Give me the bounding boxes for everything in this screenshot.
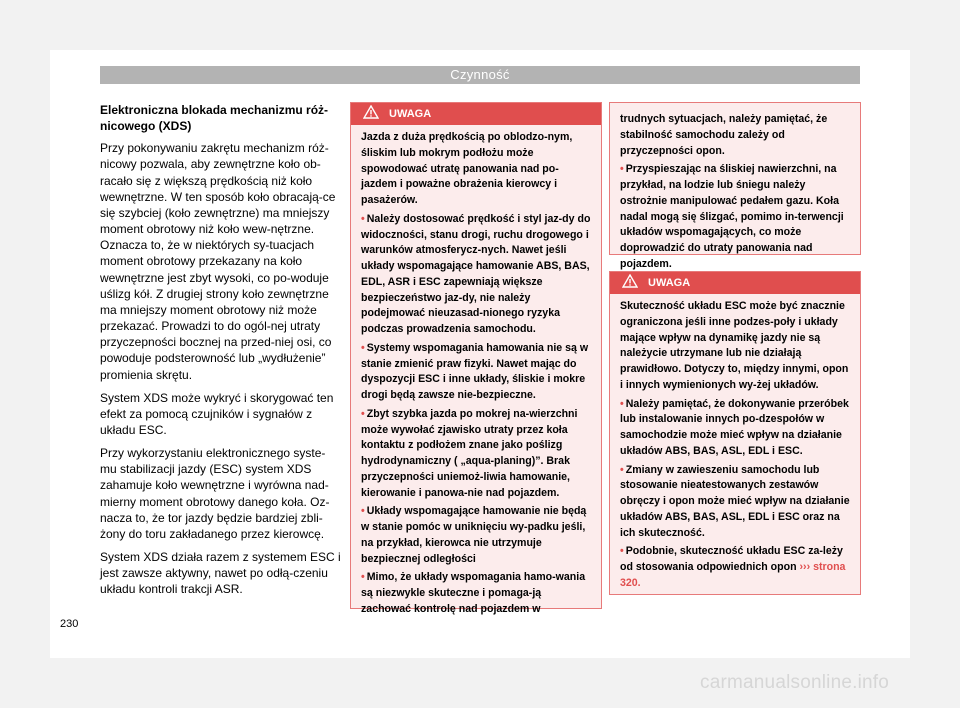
warning-caption-text: UWAGA bbox=[648, 277, 691, 289]
warning-box bbox=[609, 271, 861, 595]
warning-triangle-icon bbox=[622, 272, 640, 294]
watermark: carmanualsonline.info bbox=[700, 672, 890, 693]
warning-bullet: • Zbyt szybka jazda po mokrej na-wierzchni może wywołać zjawisko utraty przez koła kontaktu z podłożem znane jako poślizg hydrodynamiczny ( „aqua-planing)”. Brak przyczepności uniemoż-liwia hamowanie, kierowanie i panowa-nie nad pojazdem. bbox=[361, 407, 578, 499]
page-number: 230 bbox=[60, 618, 79, 630]
warning-bullet: • Należy dostosować prędkość i styl jaz-dy do widoczności, stanu drogi, ruchu drogowego i warunków atmosferycz-nych. Nawet jeśli układy wspomagające hamowanie ABS, BAS, EDL, ASR i ESC zapewniają większe bezpieczeństwo jaz-dy, nie należy podejmować nieuzasad-nionego ryzyka podczas prowadzenia samochodu. bbox=[361, 212, 591, 335]
warning-bullet: • Systemy wspomagania hamowania nie są w stanie zmienić praw fizyki. Nawet mając do dyspozycji ESC i inne układy, śliskie i mokre drogi będą zawsze nie-bezpieczne. bbox=[361, 341, 589, 401]
warning-bullet: • Układy wspomagające hamowanie nie będą w stanie pomóc w uniknięciu wy-padku jeśli, na przykład, kierowca nie utrzymuje bezpiecznej odległości bbox=[361, 505, 587, 565]
paragraph: Przy wykorzystaniu elektronicznego syste-mu stabilizacji jazdy (ESC) system XDS zahamuje koło wewnętrzne i wyrówna nad-mierny moment obrotowy danego koła. Oz-nacza to, że tor jazdy będzie bardziej zbli-żony do toru zakładanego przez kierowcę. bbox=[100, 446, 330, 541]
paragraph: System XDS może wykryć i skorygować ten efekt za pomocą czujników i sygnałów z układu ESC. bbox=[100, 390, 334, 437]
bullet-icon: • bbox=[361, 407, 365, 420]
warning-caption bbox=[351, 103, 601, 125]
warning-text: Skuteczność układu ESC może być znacznie ograniczona jeśli inne podzes-poły i układy mające wpływ na dynamikę jazdy nie są należycie utrzymane lub nie działają prawidłowo. Dotyczy to, między innymi, opon i innych wymienionych wy-żej układów. bbox=[620, 300, 849, 391]
warning-box-continued bbox=[609, 102, 861, 270]
arrow-icon: ››› bbox=[799, 561, 811, 573]
paragraph: System XDS działa razem z systemem ESC i jest zawsze aktywny, nawet po odłą-czeniu układu kontroli trakcji ASR. bbox=[100, 550, 341, 597]
bullet-icon: • bbox=[361, 341, 365, 354]
left-column bbox=[100, 102, 342, 605]
warning-bullet: • Należy pamiętać, że dokonywanie przeróbek lub instalowanie innych po-dzespołów w samochodzie może mieć wpływ na działanie układów ABS, BAS, ASL, EDL i ESC. bbox=[620, 397, 849, 457]
bullet-icon: • bbox=[361, 505, 365, 518]
warning-bullet: • Zmiany w zawieszeniu samochodu lub stosowanie nieatestowanych zestawów obręczy i opon może mieć wpływ na działanie układów ABS, BAS, ASL, EDL i ESC oraz na ich skuteczność. bbox=[620, 463, 850, 539]
bullet-icon: • bbox=[620, 397, 624, 410]
bullet-icon: • bbox=[620, 163, 624, 176]
manual-page bbox=[50, 50, 910, 658]
warning-caption bbox=[610, 272, 860, 294]
bullet-icon: • bbox=[620, 545, 624, 558]
paragraph: Przy pokonywaniu zakrętu mechanizm róż-nicowy pozwala, aby zewnętrzne koło ob-racało się z większą prędkością niż koło wewnętrzne. W ten sposób koło obracają-ce się szybciej (koło zewnętrzne) ma mniejszy moment obrotowy niż koło wew-nętrzne. Oznacza to, że w niektórych sy-tuacjach moment obrotowy przekazany na koło wewnętrzne jest zbyt wysoki, co po-woduje uślizg kół. Z drugiej strony koło zewnętrzne ma mniejszy moment obrotowy niż może przekazać. Prowadzi to do ogól-nej utraty przyczepności bocznej na przed-niej osi, co powoduje podsterowność lub „wydłużenie” promienia skrętu. bbox=[100, 141, 336, 382]
bullet-icon: • bbox=[361, 212, 365, 225]
warning-bullet: • Mimo, że układy wspomagania hamo-wania są niezwykle skuteczne i pomaga-ją zachować kontrolę nad pojazdem w bbox=[361, 571, 586, 615]
warning-text: trudnych sytuacjach, należy pamiętać, że stabilność samochodu zależy od przyczepności opon. bbox=[620, 113, 828, 157]
warning-bullet: • Podobnie, skuteczność układu ESC za-leży od stosowania odpowiednich opon ››› strona 320. bbox=[620, 545, 846, 589]
warning-text: Jazda z duża prędkością po oblodzo-nym, śliskim lub mokrym podłożu może spowodować utratę panowania nad po-jazdem i poważne obrażenia kierowcy i pasażerów. bbox=[361, 131, 573, 206]
bullet-icon: • bbox=[620, 463, 624, 476]
section-heading: Elektroniczna blokada mechanizmu róż-nicowego (XDS) bbox=[100, 103, 329, 134]
page-reference-link[interactable]: ››› strona 320. bbox=[620, 561, 846, 589]
warning-bullet: • Przyspieszając na śliskiej nawierzchni, na przykład, na lodzie lub śniegu należy ostrożnie manipulować pedałem gazu. Koła nadal mogą się ślizgać, pomimo in-terwencji układów wspomagających, co może doprowadzić do utraty panowania nad pojazdem. bbox=[620, 163, 844, 270]
warning-triangle-icon bbox=[363, 103, 381, 125]
warning-caption-text: UWAGA bbox=[389, 108, 432, 120]
warning-box bbox=[350, 102, 602, 615]
section-header: Czynność bbox=[100, 66, 860, 84]
bullet-icon: • bbox=[361, 571, 365, 584]
